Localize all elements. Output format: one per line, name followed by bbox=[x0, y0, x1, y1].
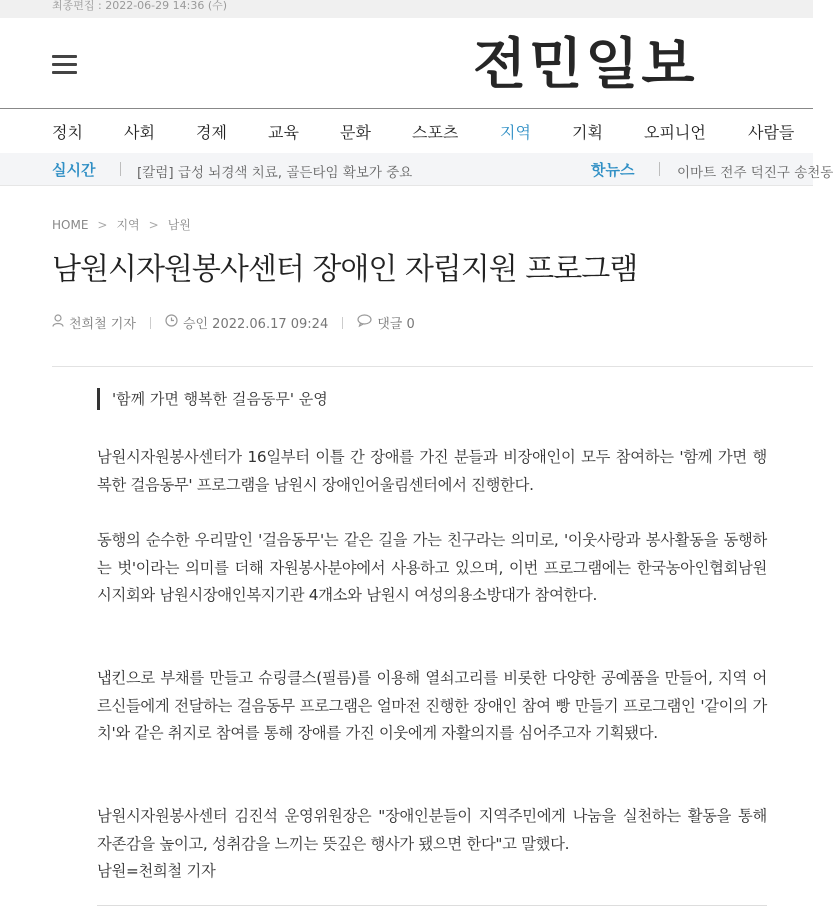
main-nav bbox=[0, 108, 813, 154]
comment-count[interactable]: 댓글 0 bbox=[377, 317, 415, 332]
nav-item-society[interactable]: 사회 bbox=[124, 123, 155, 142]
meta-separator bbox=[342, 317, 343, 329]
nav-item-opinion[interactable]: 오피니언 bbox=[644, 123, 706, 142]
chevron-right-icon: > bbox=[97, 218, 108, 232]
author-name[interactable]: 천희철 기자 bbox=[69, 317, 136, 332]
nav-item-education[interactable]: 교육 bbox=[268, 123, 299, 142]
nav-item-people[interactable]: 사람들 bbox=[748, 123, 795, 142]
hamburger-menu-icon[interactable] bbox=[52, 55, 77, 74]
nav-item-region[interactable]: 지역 bbox=[500, 123, 531, 142]
meta-separator bbox=[150, 317, 151, 329]
realtime-label: 실시간 bbox=[52, 161, 96, 179]
comment-icon bbox=[357, 314, 372, 331]
nav-item-culture[interactable]: 문화 bbox=[340, 123, 371, 142]
article-end-divider bbox=[97, 905, 767, 906]
approved-date: 승인 2022.06.17 09:24 bbox=[182, 317, 329, 332]
header-divider bbox=[52, 366, 813, 367]
article-paragraph: 남원시자원봉사센터가 16일부터 이틀 간 장애를 가진 분들과 비장애인이 모두 참여하는 '함께 가면 행복한 걸음동무' 프로그램을 남원시 장애인어울림센터에서 진행한다. bbox=[97, 448, 767, 494]
ticker-separator bbox=[120, 162, 121, 176]
article-meta bbox=[52, 313, 415, 332]
breadcrumb bbox=[52, 216, 191, 233]
hotnews-label: 핫뉴스 bbox=[591, 161, 635, 179]
article-byline: 남원=천희철 기자 bbox=[97, 862, 216, 880]
article-title: 남원시자원봉사센터 장애인 자립지원 프로그램 bbox=[52, 252, 638, 287]
top-info-bar bbox=[0, 0, 813, 18]
last-edited-date: 최종편집 : 2022-06-29 14:36 (수) bbox=[52, 0, 228, 12]
site-logo[interactable]: 전민일보 bbox=[473, 32, 698, 96]
article-paragraph: 남원시자원봉사센터 김진석 운영위원장은 "장애인분들이 지역주민에게 나눔을 실천하는 활동을 통해 자존감을 높이고, 성취감을 느끼는 뜻깊은 행사가 됐으면 한다"고 말했다. bbox=[97, 807, 767, 853]
nav-item-economy[interactable]: 경제 bbox=[196, 123, 227, 142]
article-paragraph: 냅킨으로 부채를 만들고 슈링클스(필름)를 이용해 열쇠고리를 비롯한 다양한 공예품을 만들어, 지역 어르신들에게 전달하는 걸음동무 프로그램은 얼마전 진행한 장애인 참여 빵 만들기 프로그램인 '같이의 가치'와 같은 취지로 참여를 통해 장애를 가진 이웃에게 자활의지를 심어주고자 기획됐다. bbox=[97, 669, 767, 742]
clock-icon bbox=[165, 314, 178, 331]
nav-item-sports[interactable]: 스포츠 bbox=[412, 123, 459, 142]
article-subtitle: '함께 가면 행복한 걸음동무' 운영 bbox=[97, 388, 328, 410]
ticker-separator bbox=[659, 162, 660, 176]
breadcrumb-subsection[interactable]: 남원 bbox=[167, 218, 191, 232]
nav-item-politics[interactable]: 정치 bbox=[52, 123, 83, 142]
article-paragraph: 동행의 순수한 우리말인 '걸음동무'는 같은 길을 가는 친구라는 의미로, '이웃사랑과 봉사활동을 동행하는 벗'이라는 의미를 더해 자원봉사분야에서 사용하고 있으며, 이번 프로그램에는 한국농아인협회남원시지회와 남원시장애인복지기관 4개소와 남원시 여성의용소방대가 참여한다. bbox=[97, 531, 767, 604]
news-ticker bbox=[0, 153, 833, 186]
site-header bbox=[0, 18, 813, 108]
nav-item-planning[interactable]: 기획 bbox=[572, 123, 603, 142]
user-icon bbox=[52, 314, 64, 331]
realtime-headline-link[interactable]: [칼럼] 급성 뇌경색 치료, 골든타임 확보가 중요 bbox=[137, 165, 413, 181]
breadcrumb-section[interactable]: 지역 bbox=[116, 218, 140, 232]
breadcrumb-home[interactable]: HOME bbox=[52, 218, 89, 232]
hotnews-headline-link[interactable]: 이마트 전주 덕진구 송천동 bbox=[677, 165, 833, 181]
chevron-right-icon: > bbox=[148, 218, 159, 232]
